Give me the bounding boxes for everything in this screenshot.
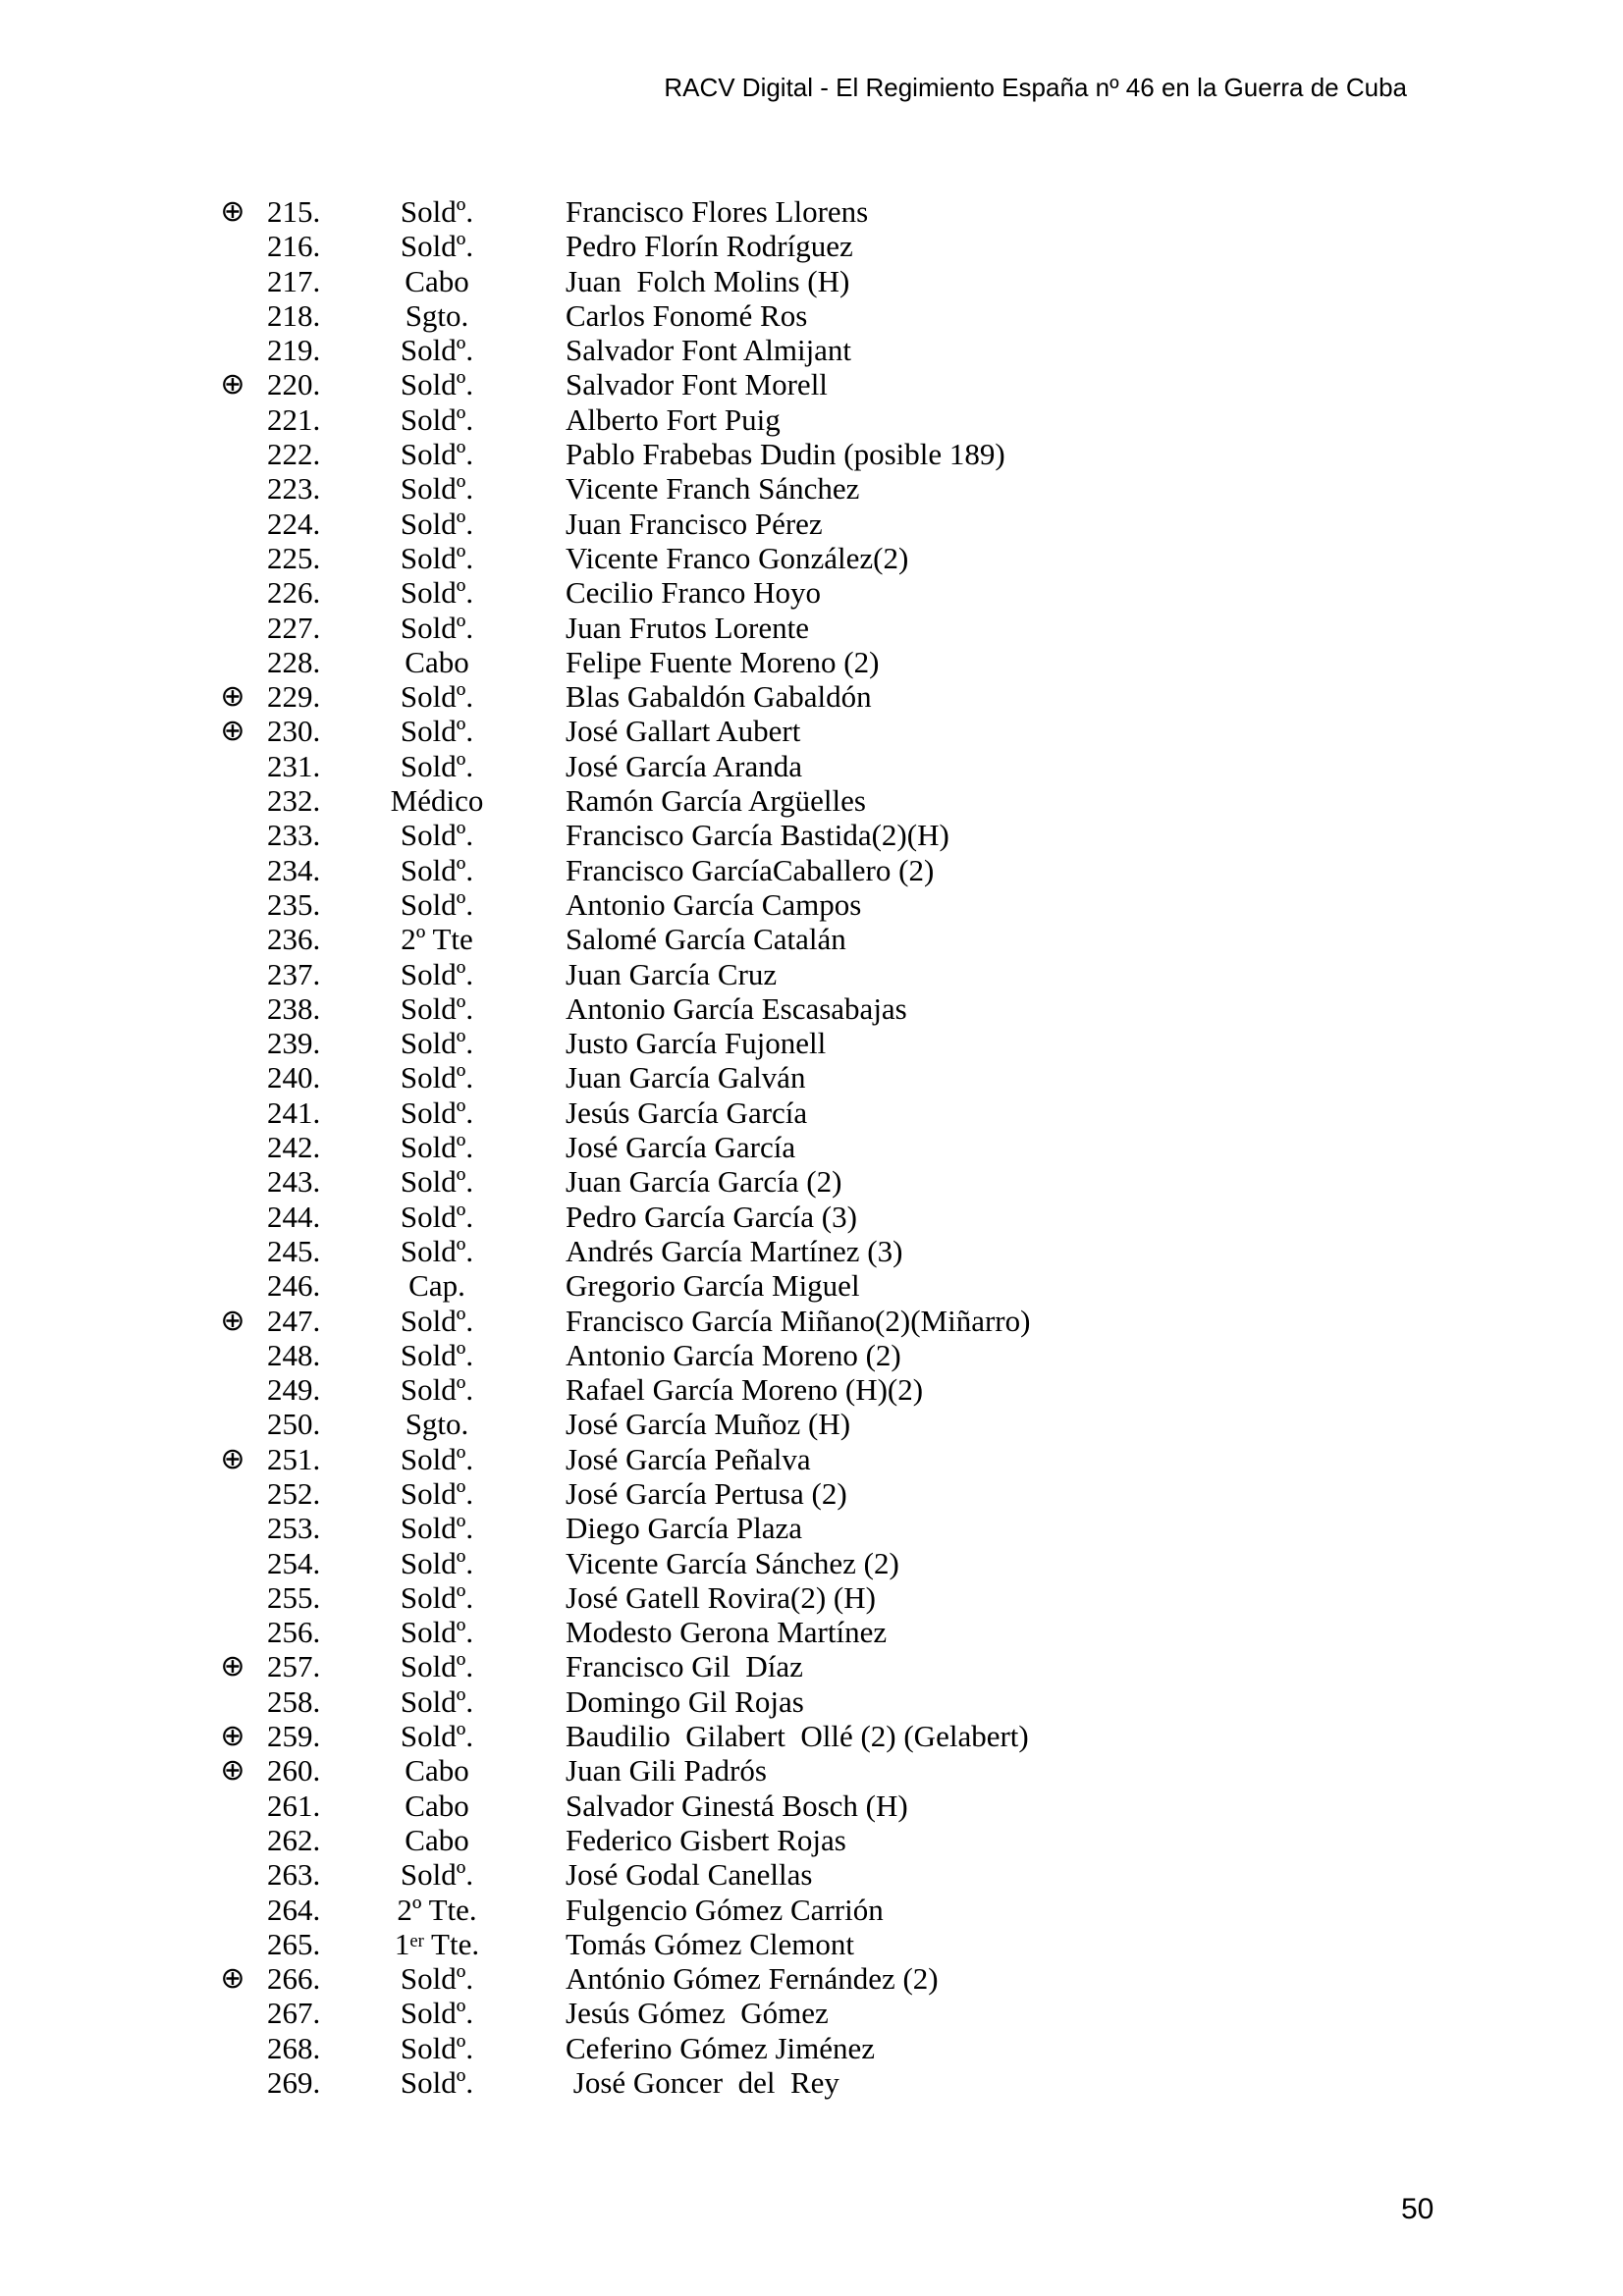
roster-row — [0, 1372, 1030, 1407]
circled-plus-icon — [208, 1268, 257, 1303]
row-rank: Soldº. — [400, 506, 474, 541]
row-rank: Soldº. — [400, 437, 474, 472]
roster-row — [0, 1511, 1030, 1545]
row-rank: Soldº. — [400, 2065, 474, 2101]
row-number: 224. — [267, 506, 321, 541]
row-name: Federico Gisbert Rojas — [566, 1822, 846, 1857]
roster-row — [0, 1268, 1030, 1303]
circled-plus-icon — [208, 471, 257, 506]
row-rank: Cabo — [405, 1753, 469, 1789]
row-name: Juan García García (2) — [566, 1164, 842, 1200]
roster-row — [0, 922, 1030, 956]
row-number: 239. — [267, 1026, 321, 1061]
row-number: 238. — [267, 990, 321, 1026]
row-number: 257. — [267, 1649, 321, 1684]
row-name: Francisco García Bastida(2)(H) — [566, 818, 949, 853]
circled-plus-icon — [208, 264, 257, 298]
row-rank: Soldº. — [400, 1095, 474, 1130]
roster-row — [0, 264, 1030, 298]
row-name: Cecilio Franco Hoyo — [566, 575, 822, 611]
circled-plus-icon — [208, 2031, 257, 2065]
roster-row — [0, 1338, 1030, 1372]
row-rank: Soldº. — [400, 1719, 474, 1754]
row-name: Fulgencio Gómez Carrión — [566, 1892, 884, 1927]
circled-plus-icon — [208, 645, 257, 679]
row-number: 250. — [267, 1407, 321, 1442]
roster-row — [0, 818, 1030, 852]
row-rank: Cap. — [408, 1268, 465, 1304]
row-number: 268. — [267, 2030, 321, 2065]
row-number: 231. — [267, 748, 321, 783]
page-number: 50 — [1401, 2193, 1434, 2225]
roster-row — [0, 1200, 1030, 1234]
row-rank: Cabo — [405, 644, 469, 679]
row-number: 235. — [267, 886, 321, 922]
circled-plus-icon — [208, 1234, 257, 1268]
circled-plus-icon — [208, 1338, 257, 1372]
circled-plus-icon — [208, 1164, 257, 1199]
row-name: Jesús García García — [566, 1095, 808, 1130]
circled-plus-icon — [208, 1546, 257, 1580]
row-number: 258. — [267, 1683, 321, 1719]
row-name: Andrés García Martínez (3) — [566, 1233, 903, 1268]
circled-plus-icon — [208, 1130, 257, 1164]
circled-plus-icon: ⊕ — [220, 1441, 245, 1476]
roster-row — [0, 991, 1030, 1026]
row-rank: Soldº. — [400, 714, 474, 749]
row-rank: Soldº. — [400, 471, 474, 507]
row-rank: Cabo — [405, 1822, 469, 1857]
row-name: Ceferino Gómez Jiménez — [566, 2030, 876, 2065]
row-rank: Soldº. — [400, 1372, 474, 1408]
circled-plus-icon: ⊕ — [220, 367, 245, 402]
row-name: Salvador Font Almijant — [566, 333, 852, 368]
row-rank: Soldº. — [400, 1961, 474, 1997]
roster-row — [0, 575, 1030, 610]
row-number: 234. — [267, 852, 321, 887]
page-header: RACV Digital - El Regimiento España nº 46 en la Guerra de Cuba — [664, 73, 1407, 102]
circled-plus-icon: ⊕ — [220, 1753, 245, 1789]
circled-plus-icon: ⊕ — [220, 1961, 245, 1997]
row-name: Vicente García Sánchez (2) — [566, 1545, 899, 1580]
roster-row — [0, 1927, 1030, 1961]
row-name: Francisco García Miñano(2)(Miñarro) — [566, 1303, 1031, 1338]
roster-row — [0, 749, 1030, 783]
row-name: Vicente Franch Sánchez — [566, 471, 860, 507]
roster-row — [0, 1026, 1030, 1060]
circled-plus-icon — [208, 1996, 257, 2030]
row-rank: Soldº. — [400, 886, 474, 922]
roster-row — [0, 229, 1030, 263]
circled-plus-icon — [208, 1580, 257, 1615]
row-number: 215. — [267, 194, 321, 229]
circled-plus-icon — [208, 437, 257, 471]
circled-plus-icon — [208, 1927, 257, 1961]
row-rank: Soldº. — [400, 1026, 474, 1061]
circled-plus-icon — [208, 2065, 257, 2100]
roster-row — [0, 333, 1030, 367]
row-name: Ramón García Argüelles — [566, 783, 866, 819]
row-number: 237. — [267, 956, 321, 991]
roster-row — [0, 611, 1030, 645]
row-number: 244. — [267, 1199, 321, 1234]
row-name: Pedro García García (3) — [566, 1199, 857, 1234]
row-name: José Gallart Aubert — [566, 714, 801, 749]
row-number: 219. — [267, 333, 321, 368]
row-name: Juan García Galván — [566, 1060, 806, 1095]
circled-plus-icon — [208, 818, 257, 852]
row-name: Antonio García Escasabajas — [566, 990, 907, 1026]
roster-row — [0, 957, 1030, 991]
row-rank: Soldº. — [400, 1164, 474, 1200]
roster-row — [0, 1476, 1030, 1511]
row-name: Salvador Ginestá Bosch (H) — [566, 1788, 908, 1823]
row-number: 243. — [267, 1164, 321, 1200]
row-name: Alberto Fort Puig — [566, 401, 781, 437]
row-number: 263. — [267, 1857, 321, 1893]
row-number: 267. — [267, 1996, 321, 2031]
roster-row — [0, 1961, 1030, 1996]
roster-row — [0, 1234, 1030, 1268]
row-number: 249. — [267, 1372, 321, 1408]
row-number: 240. — [267, 1060, 321, 1095]
circled-plus-icon — [208, 957, 257, 991]
roster-row — [0, 1823, 1030, 1857]
row-name: Tomás Gómez Clemont — [566, 1926, 855, 1961]
circled-plus-icon — [208, 1893, 257, 1927]
roster-row — [0, 1060, 1030, 1095]
circled-plus-icon — [208, 887, 257, 922]
row-name: Vicente Franco González(2) — [566, 540, 909, 575]
circled-plus-icon — [208, 749, 257, 783]
row-name: Carlos Fonomé Ros — [566, 297, 808, 333]
circled-plus-icon — [208, 1060, 257, 1095]
row-number: 218. — [267, 297, 321, 333]
row-number: 230. — [267, 714, 321, 749]
row-rank: Sgto. — [405, 1407, 469, 1442]
circled-plus-icon — [208, 991, 257, 1026]
row-number: 255. — [267, 1579, 321, 1615]
row-number: 252. — [267, 1475, 321, 1511]
row-rank: Soldº. — [400, 540, 474, 575]
roster-list — [0, 194, 1030, 2100]
row-name: Modesto Gerona Martínez — [566, 1615, 888, 1650]
circled-plus-icon — [208, 298, 257, 333]
row-rank: Soldº. — [400, 1579, 474, 1615]
row-number: 232. — [267, 783, 321, 819]
circled-plus-icon — [208, 1372, 257, 1407]
row-number: 229. — [267, 679, 321, 715]
row-name: Salvador Font Morell — [566, 367, 828, 402]
circled-plus-icon — [208, 1026, 257, 1060]
row-name: Justo García Fujonell — [566, 1026, 827, 1061]
roster-row — [0, 1546, 1030, 1580]
row-number: 245. — [267, 1233, 321, 1268]
row-number: 254. — [267, 1545, 321, 1580]
roster-row — [0, 2065, 1030, 2100]
row-number: 251. — [267, 1441, 321, 1476]
row-number: 236. — [267, 922, 321, 957]
row-name: José García Aranda — [566, 748, 803, 783]
circled-plus-icon — [208, 541, 257, 575]
row-rank: Soldº. — [400, 575, 474, 611]
row-rank: Sgto. — [405, 297, 469, 333]
circled-plus-icon — [208, 1200, 257, 1234]
row-rank: Médico — [390, 783, 484, 819]
row-name: Gregorio García Miguel — [566, 1268, 860, 1304]
roster-row — [0, 1407, 1030, 1441]
circled-plus-icon: ⊕ — [220, 1649, 245, 1684]
circled-plus-icon — [208, 575, 257, 610]
row-rank: Soldº. — [400, 1130, 474, 1165]
row-rank: Soldº. — [400, 818, 474, 853]
row-name: Francisco GarcíaCaballero (2) — [566, 852, 935, 887]
row-number: 227. — [267, 610, 321, 645]
row-rank: Soldº. — [400, 748, 474, 783]
row-rank: Cabo — [405, 1788, 469, 1823]
row-rank: Soldº. — [400, 1511, 474, 1546]
circled-plus-icon: ⊕ — [220, 194, 245, 229]
row-number: 220. — [267, 367, 321, 402]
row-number: 260. — [267, 1753, 321, 1789]
circled-plus-icon: ⊕ — [220, 679, 245, 715]
row-name: Felipe Fuente Moreno (2) — [566, 644, 880, 679]
row-rank: Soldº. — [400, 1683, 474, 1719]
circled-plus-icon — [208, 1684, 257, 1719]
roster-row — [0, 2031, 1030, 2065]
row-name: José Godal Canellas — [566, 1857, 813, 1893]
roster-row — [0, 1304, 1030, 1338]
row-rank: 1er Tte. — [394, 1926, 480, 1961]
row-rank: Soldº. — [400, 1475, 474, 1511]
row-rank: Soldº. — [400, 229, 474, 264]
circled-plus-icon — [208, 1615, 257, 1649]
roster-row — [0, 541, 1030, 575]
row-number: 225. — [267, 540, 321, 575]
row-rank: Soldº. — [400, 194, 474, 229]
circled-plus-icon — [208, 853, 257, 887]
row-name: Jesús Gómez Gómez — [566, 1996, 829, 2031]
circled-plus-icon — [208, 507, 257, 541]
row-number: 216. — [267, 229, 321, 264]
row-name: Pablo Frabebas Dudin (posible 189) — [566, 437, 1005, 472]
row-rank: Soldº. — [400, 1996, 474, 2031]
row-number: 246. — [267, 1268, 321, 1304]
row-number: 226. — [267, 575, 321, 611]
circled-plus-icon — [208, 1095, 257, 1130]
row-number: 221. — [267, 401, 321, 437]
circled-plus-icon — [208, 1476, 257, 1511]
roster-row — [0, 402, 1030, 437]
row-name: José García García — [566, 1130, 796, 1165]
row-rank: Soldº. — [400, 956, 474, 991]
roster-row — [0, 714, 1030, 748]
row-number: 247. — [267, 1303, 321, 1338]
row-rank: 2º Tte. — [397, 1892, 477, 1927]
row-name: Juan Francisco Pérez — [566, 506, 823, 541]
row-name: José García Pertusa (2) — [566, 1475, 847, 1511]
roster-row — [0, 1684, 1030, 1719]
row-name: Rafael García Moreno (H)(2) — [566, 1372, 924, 1408]
circled-plus-icon — [208, 1407, 257, 1441]
roster-row — [0, 887, 1030, 922]
row-name: António Gómez Fernández (2) — [566, 1961, 939, 1997]
row-name: Antonio García Campos — [566, 886, 862, 922]
row-number: 256. — [267, 1615, 321, 1650]
row-rank: Soldº. — [400, 852, 474, 887]
roster-row — [0, 1649, 1030, 1683]
roster-row — [0, 1580, 1030, 1615]
circled-plus-icon — [208, 229, 257, 263]
roster-row — [0, 1996, 1030, 2030]
row-rank: Soldº. — [400, 2030, 474, 2065]
row-number: 266. — [267, 1961, 321, 1997]
row-rank: 2º Tte — [401, 922, 473, 957]
roster-row — [0, 367, 1030, 401]
row-number: 265. — [267, 1926, 321, 1961]
row-number: 233. — [267, 818, 321, 853]
roster-row — [0, 1164, 1030, 1199]
row-rank: Soldº. — [400, 1337, 474, 1372]
row-name: Pedro Florín Rodríguez — [566, 229, 853, 264]
row-number: 253. — [267, 1511, 321, 1546]
circled-plus-icon — [208, 402, 257, 437]
row-rank: Soldº. — [400, 1199, 474, 1234]
row-rank: Soldº. — [400, 1441, 474, 1476]
row-number: 264. — [267, 1892, 321, 1927]
roster-row — [0, 783, 1030, 818]
roster-row — [0, 1130, 1030, 1164]
roster-row — [0, 194, 1030, 229]
row-rank: Soldº. — [400, 1649, 474, 1684]
circled-plus-icon — [208, 922, 257, 956]
row-name: Francisco Flores Llorens — [566, 194, 869, 229]
row-number: 259. — [267, 1719, 321, 1754]
row-name: José Gatell Rovira(2) (H) — [566, 1579, 876, 1615]
row-number: 262. — [267, 1822, 321, 1857]
row-number: 228. — [267, 644, 321, 679]
circled-plus-icon — [208, 783, 257, 818]
row-number: 241. — [267, 1095, 321, 1130]
roster-row — [0, 471, 1030, 506]
row-rank: Soldº. — [400, 367, 474, 402]
circled-plus-icon — [208, 1511, 257, 1545]
roster-row — [0, 1719, 1030, 1753]
row-rank: Soldº. — [400, 1060, 474, 1095]
row-name: Salomé García Catalán — [566, 922, 846, 957]
row-rank: Soldº. — [400, 990, 474, 1026]
row-number: 222. — [267, 437, 321, 472]
circled-plus-icon — [208, 1823, 257, 1857]
roster-row — [0, 1615, 1030, 1649]
row-name: Juan Gili Padrós — [566, 1753, 767, 1789]
row-name: José García Peñalva — [566, 1441, 811, 1476]
row-rank: Soldº. — [400, 1545, 474, 1580]
row-name: Baudilio Gilabert Ollé (2) (Gelabert) — [566, 1719, 1029, 1754]
roster-row — [0, 437, 1030, 471]
row-number: 223. — [267, 471, 321, 507]
row-name: Antonio García Moreno (2) — [566, 1337, 901, 1372]
roster-row — [0, 1753, 1030, 1788]
row-name: Juan García Cruz — [566, 956, 778, 991]
roster-row — [0, 1857, 1030, 1892]
row-rank: Cabo — [405, 263, 469, 298]
row-name: José García Muñoz (H) — [566, 1407, 851, 1442]
row-rank: Soldº. — [400, 401, 474, 437]
circled-plus-icon: ⊕ — [220, 1303, 245, 1338]
row-rank: Soldº. — [400, 1303, 474, 1338]
circled-plus-icon: ⊕ — [220, 1719, 245, 1754]
row-rank: Soldº. — [400, 1233, 474, 1268]
roster-row — [0, 298, 1030, 333]
roster-row — [0, 645, 1030, 679]
row-name: José Goncer del Rey — [566, 2065, 839, 2101]
row-rank: Soldº. — [400, 1615, 474, 1650]
roster-row — [0, 679, 1030, 714]
row-rank: Soldº. — [400, 1857, 474, 1893]
row-name: Juan Frutos Lorente — [566, 610, 809, 645]
row-name: Francisco Gil Díaz — [566, 1649, 803, 1684]
row-number: 269. — [267, 2065, 321, 2101]
roster-row — [0, 1789, 1030, 1823]
circled-plus-icon — [208, 611, 257, 645]
row-name: Blas Gabaldón Gabaldón — [566, 679, 872, 715]
roster-row — [0, 1893, 1030, 1927]
row-name: Domingo Gil Rojas — [566, 1683, 804, 1719]
row-number: 242. — [267, 1130, 321, 1165]
roster-row — [0, 1095, 1030, 1130]
roster-row — [0, 507, 1030, 541]
row-number: 217. — [267, 263, 321, 298]
row-rank: Soldº. — [400, 610, 474, 645]
circled-plus-icon: ⊕ — [220, 714, 245, 749]
row-number: 248. — [267, 1337, 321, 1372]
circled-plus-icon — [208, 333, 257, 367]
row-name: Juan Folch Molins (H) — [566, 263, 850, 298]
circled-plus-icon — [208, 1857, 257, 1892]
roster-row — [0, 1442, 1030, 1476]
row-name: Diego García Plaza — [566, 1511, 802, 1546]
row-number: 261. — [267, 1788, 321, 1823]
row-rank: Soldº. — [400, 333, 474, 368]
roster-row — [0, 853, 1030, 887]
circled-plus-icon — [208, 1789, 257, 1823]
row-rank: Soldº. — [400, 679, 474, 715]
